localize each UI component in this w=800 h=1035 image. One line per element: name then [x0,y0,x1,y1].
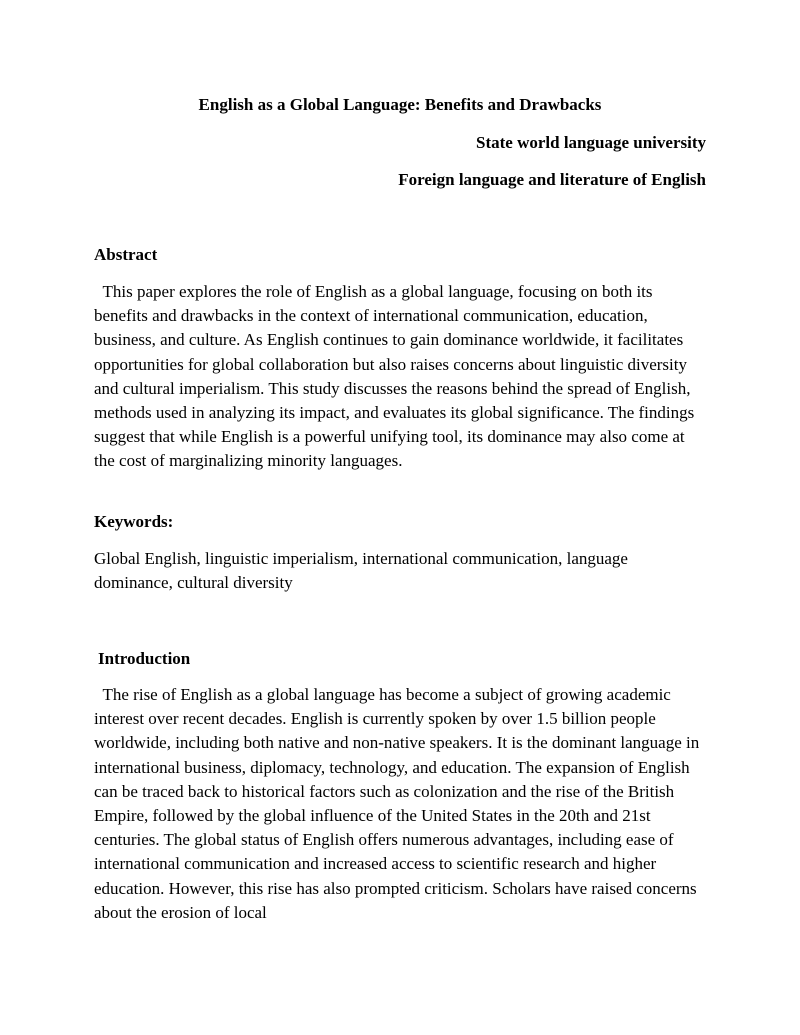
university-name: State world language university [476,133,706,152]
keywords-paragraph: Global English, linguistic imperialism, international communication, language dominance, cultural diversity [94,549,628,593]
abstract-heading: Abstract [94,245,158,264]
paper-title: English as a Global Language: Benefits and Drawbacks [198,95,602,114]
keywords-heading: Keywords: [94,512,174,531]
abstract-paragraph: This paper explores the role of English as a global language, focusing on both its benefits and drawbacks in the context of international communication, education, business, and culture. As English continues to gain dominance worldwide, it facilitates opportunities for global collaboration but also raises concerns about linguistic diversity and cultural imperialism. This study discusses the reasons behind the spread of English, methods used in analyzing its impact, and evaluates its global significance. The findings suggest that while English is a powerful unifying tool, its dominance may also come at the cost of marginalizing minority languages. [94,282,695,471]
introduction-heading: Introduction [98,649,191,668]
department-name: Foreign language and literature of English [398,170,706,189]
introduction-paragraph: The rise of English as a global language has become a subject of growing academic interest over recent decades. English is currently spoken by over 1.5 billion people worldwide, including both native and non-native speakers. It is the dominant language in international business, diplomacy, technology, and education. The expansion of English can be traced back to historical factors such as colonization and the rise of the British Empire, followed by the global influence of the United States in the 20th and 21st centuries. The global status of English offers numerous advantages, including ease of international communication and increased access to scientific research and higher education. However, this rise has also prompted criticism. Scholars have raised concerns about the erosion of local [94,685,700,922]
